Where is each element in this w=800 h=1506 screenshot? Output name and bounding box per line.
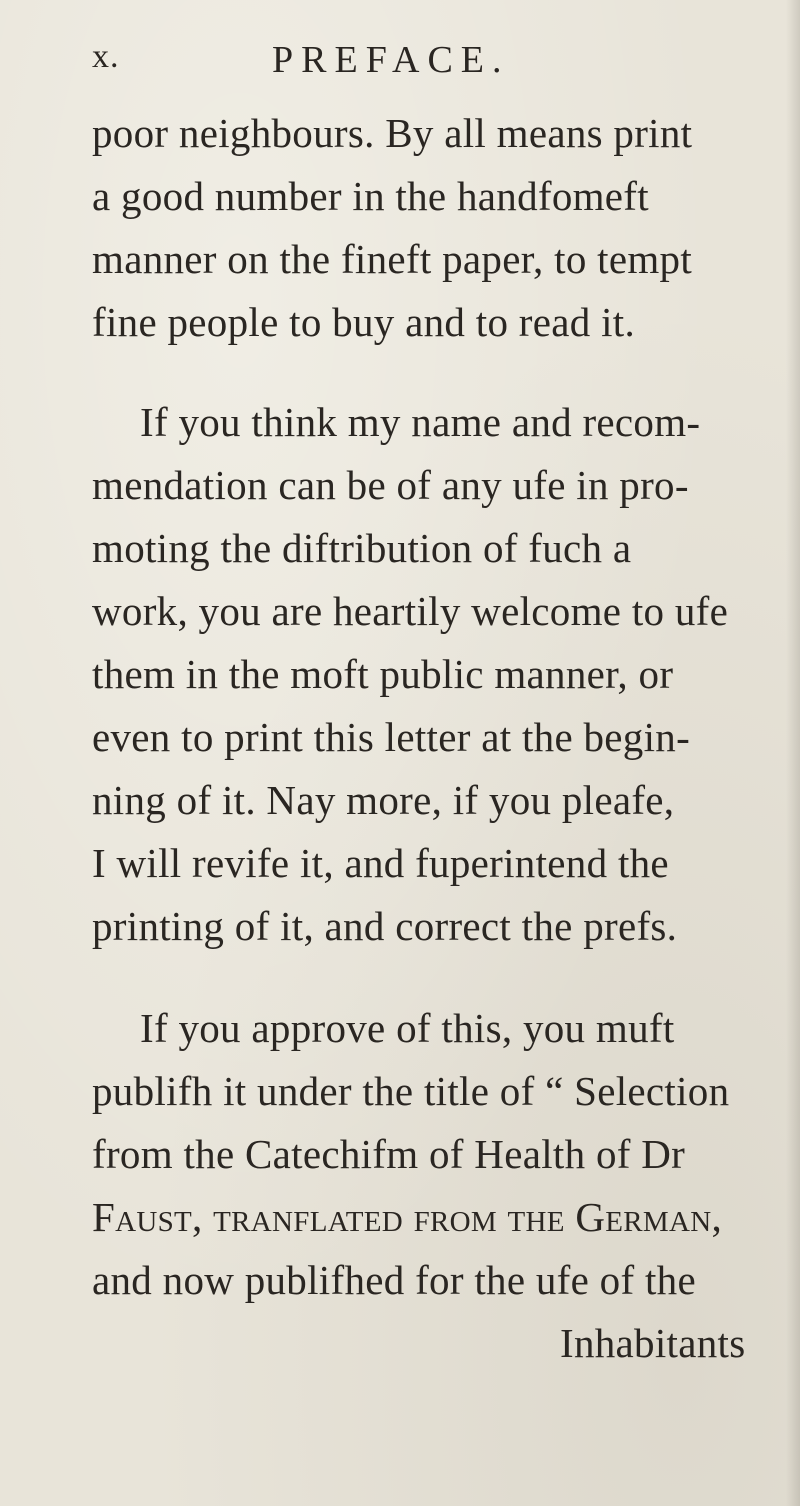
text-line: I will revife it, and fuperintend the [92, 840, 669, 886]
text-line: publifh it under the title of “ Selection [92, 1068, 730, 1114]
text-line: fine people to buy and to read it. [92, 299, 636, 345]
text-line: printing of it, and correct the prefs. [92, 903, 678, 949]
page-number: x. [92, 38, 120, 75]
text-line: If you think my name and recom- [140, 399, 701, 445]
text-line: from the Catechifm of Health of Dr [92, 1131, 686, 1177]
catchword: Inhabitants [560, 1320, 746, 1366]
text-line: ning of it. Nay more, if you pleafe, [92, 777, 675, 823]
text-line: them in the moft public manner, or [92, 651, 674, 697]
text-line: a good number in the handfomeft [92, 173, 649, 219]
text-line: moting the diftribution of fuch a [92, 525, 632, 571]
text-line: even to print this letter at the begin- [92, 714, 691, 760]
text-line: If you approve of this, you muft [140, 1005, 675, 1051]
text-line: manner on the fineft paper, to tempt [92, 236, 693, 282]
text-line: Faust, tranflated from the German, [92, 1194, 723, 1240]
text-line: work, you are heartily welcome to ufe [92, 588, 729, 634]
page-header [92, 38, 732, 98]
page-edge-shadow [786, 0, 800, 1506]
text-line: mendation can be of any ufe in pro- [92, 462, 689, 508]
text-line: poor neighbours. By all means print [92, 110, 693, 156]
text-line: and now publifhed for the ufe of the [92, 1257, 696, 1303]
running-head: PREFACE. [272, 39, 510, 81]
